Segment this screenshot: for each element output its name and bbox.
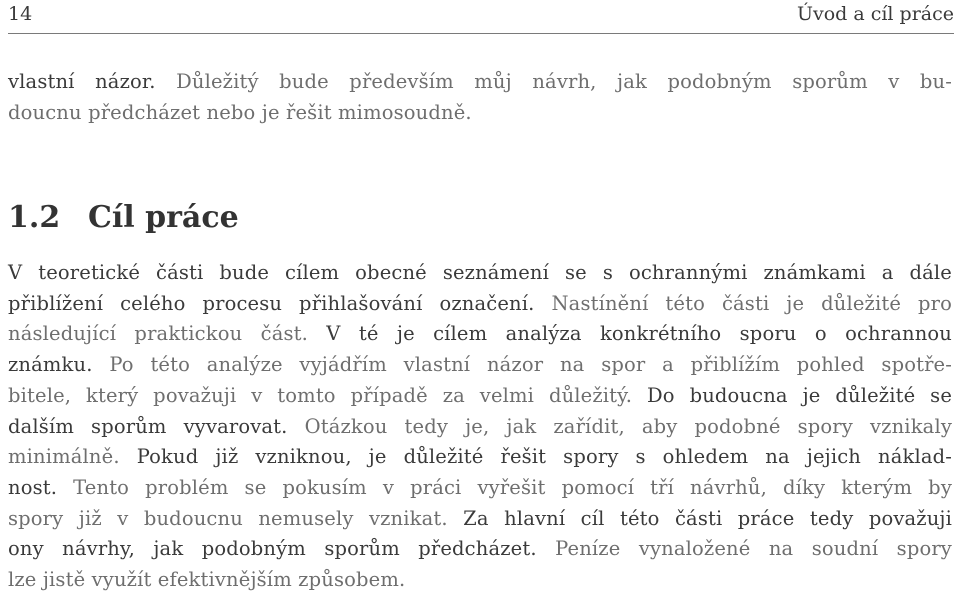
text-segment: Pokud již vzniknou, je důležité řešit spory s ohledem na jejich náklad- <box>136 445 953 469</box>
text-segment: Po této analýze vyjádřím vlastní názor na spor a přiblížím pohled spotře- <box>109 353 952 377</box>
text-segment: přiblížení celého procesu přihlašování označení. <box>8 291 552 315</box>
text-line <box>8 565 952 596</box>
page-number: 14 <box>8 3 33 25</box>
section-title: Cíl práce <box>88 200 239 235</box>
text-line <box>8 67 952 98</box>
running-title: Úvod a cíl práce <box>796 3 954 25</box>
text-line <box>8 442 952 473</box>
text-segment: ony návrhy, jak podobným sporům předcházet. <box>8 537 556 561</box>
section-heading <box>8 196 239 240</box>
text-segment: Nastínění této části je důležité pro <box>551 291 953 315</box>
text-line <box>8 319 952 350</box>
main-paragraph <box>8 258 952 596</box>
text-line <box>8 258 952 289</box>
text-segment: Za hlavní cíl této části práce tedy považuji <box>463 506 952 530</box>
text-segment: následující praktickou část. <box>8 322 327 346</box>
text-segment: známku. <box>8 353 110 377</box>
text-segment: Důležitý bude především můj návrh, jak podobným sporům v bu- <box>176 70 952 93</box>
text-segment: Peníze vynaložené na soudní spory <box>555 537 952 561</box>
section-number: 1.2 <box>8 200 61 235</box>
intro-paragraph <box>8 67 952 128</box>
text-line <box>8 350 952 381</box>
text-line <box>8 504 952 535</box>
page-header <box>8 0 954 34</box>
text-line <box>8 98 952 129</box>
text-segment: lze jistě využít efektivnějším způsobem. <box>8 568 406 592</box>
text-segment: Tento problém se pokusím v práci vyřešit pomocí tří návrhů, díky kterým by <box>73 475 952 499</box>
text-segment: doucnu předcházet nebo je řešit mimosoudně. <box>8 100 472 124</box>
text-segment: V teoretické části bude cílem obecné seznámení se s ochrannými známkami a dále <box>8 261 952 284</box>
text-line <box>8 289 952 320</box>
text-segment: nost. <box>8 475 74 499</box>
text-segment: Otázkou tedy je, jak zařídit, aby podobné spory vznikaly <box>304 414 952 438</box>
text-segment: Do budoucna je důležité se <box>647 383 953 407</box>
text-segment: bitele, který považuji v tomto případě za velmi důležitý. <box>8 383 647 407</box>
text-line <box>8 534 952 565</box>
text-segment: spory již v budoucnu nemusely vznikat. <box>8 506 464 530</box>
text-segment: minimálně. <box>8 445 137 469</box>
text-line <box>8 381 952 412</box>
text-segment: vlastní názor. <box>8 70 177 93</box>
text-line <box>8 473 952 504</box>
text-line <box>8 412 952 443</box>
text-segment: V té je cílem analýza konkrétního sporu o ochrannou <box>326 322 952 346</box>
text-segment: dalším sporům vyvarovat. <box>8 414 305 438</box>
